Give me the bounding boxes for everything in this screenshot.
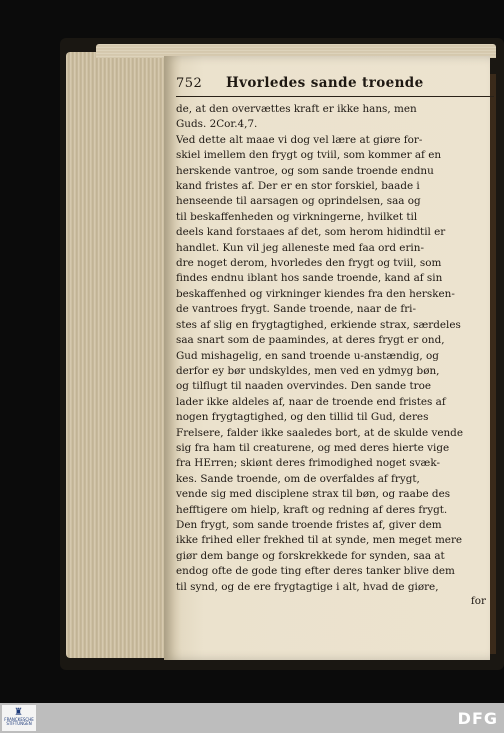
dfg-logo[interactable]: DFG [457, 709, 498, 728]
book [66, 44, 496, 664]
text-line: endog ofte de gode ting efter deres tanker blive dem [176, 565, 455, 578]
text-line: beskaffenhed og virkninger kiendes fra den hersken- [176, 287, 455, 300]
text-line: findes endnu iblant hos sande troende, kand af sin [176, 272, 443, 285]
text-line: og tilflugt til naaden overvindes. Den sande troe [176, 380, 431, 393]
text-line: de vantroes frygt. Sande troende, naar de fri- [176, 303, 417, 316]
text-line: de, at den overvættes kraft er ikke hans, men [176, 103, 417, 115]
running-title: Hvorledes sande troende [226, 75, 424, 91]
text-line: handlet. Kun vil jeg alleneste med faa ord erin- [176, 241, 424, 254]
text-line: herskende vantroe, og som sande troende endnu [176, 164, 434, 177]
text-line: deels kand forstaaes af det, som herom hidindtil er [176, 226, 446, 239]
text-line: kand fristes af. Der er en stor forskiel, baade i [176, 180, 420, 193]
text-line: fra HErren; skiønt deres frimodighed noget svæk- [176, 457, 440, 470]
page-number: 752 [176, 76, 203, 91]
body-text [176, 102, 494, 595]
page-edges [66, 52, 176, 658]
text-line: Frelsere, falder ikke saaledes bort, at de skulde vende [176, 426, 463, 439]
text-line: Gud mishagelig, en sand troende u-anstændig, og [176, 349, 439, 362]
text-line: til synd, og de ere frygtagtige i alt, hvad de giøre, [176, 580, 439, 593]
library-name: FRANCKESCHE STIFTUNGEN [4, 717, 34, 727]
text-line: Den frygt, som sande troende fristes af, giver dem [176, 518, 442, 531]
text-line: hefftigere om hielp, kraft og redning af deres frygt. [176, 503, 448, 516]
text-line: ikke frihed eller frekhed til at synde, men meget mere [176, 534, 463, 547]
text-line: Guds. 2Cor.4,7. [176, 118, 258, 131]
text-line: til beskaffenheden og virkningerne, hvilket til [176, 210, 418, 223]
text-line: derfor ey bør undskyldes, men ved en ydmyg bøn, [176, 364, 440, 377]
text-line: saa snart som de paamindes, at deres frygt er ond, [176, 334, 445, 347]
text-line: henseende til aarsagen og oprindelsen, saa og [176, 195, 421, 208]
text-line: sig fra ham til creaturene, og med deres hierte vige [176, 441, 450, 454]
tower-icon: ♜ [14, 707, 23, 718]
text-line: lader ikke aldeles af, naar de troende end fristes af [176, 395, 446, 408]
text-line: giør dem bange og forskrekkede for synden, saa at [176, 549, 445, 562]
text-line: dre noget derom, hvorledes den frygt og tviil, som [176, 257, 442, 270]
text-line: nogen frygtagtighed, og den tillid til Gud, deres [176, 411, 429, 424]
catchword: for [470, 595, 486, 607]
text-line: vende sig med disciplene strax til bøn, og raabe des [176, 488, 451, 501]
library-logo[interactable] [2, 705, 36, 731]
text-line: Ved dette alt maae vi dog vel lære at giøre for- [176, 133, 423, 146]
text-line: skiel imellem den frygt og tviil, som kommer af en [176, 149, 442, 162]
page-header [176, 72, 494, 97]
viewer-footer [0, 703, 504, 733]
text-line: kes. Sande troende, om de overfaldes af frygt, [176, 472, 420, 485]
text-line: stes af slig en frygtagtighed, erkiende strax, særdeles [176, 318, 461, 331]
